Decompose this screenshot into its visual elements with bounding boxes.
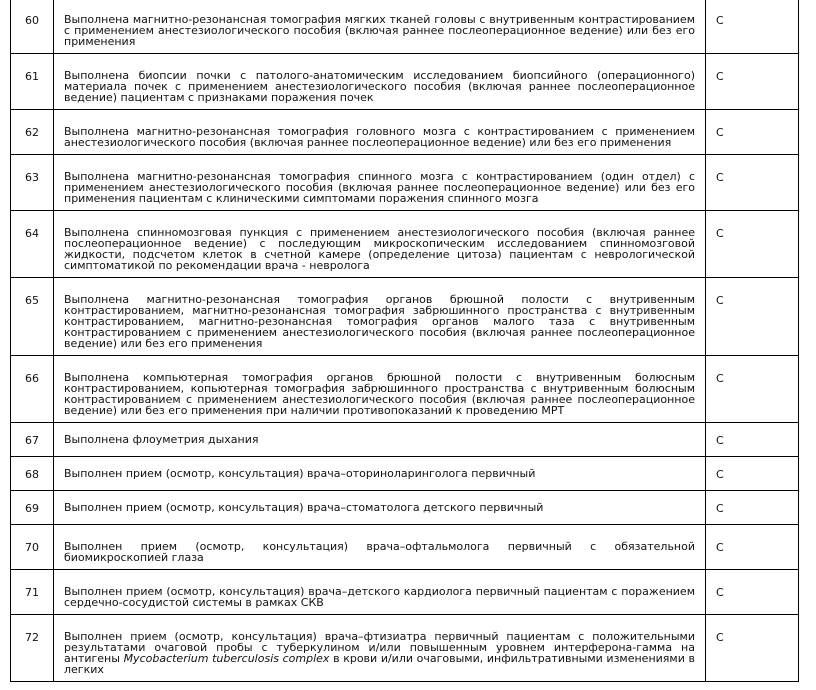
evidence-level: С [706, 615, 799, 682]
table-row [11, 155, 799, 211]
criterion-text: Выполнена биопсии почки с патолого-анатомическим исследованием биопсийного (операционного) материала почек с применением анестезиологического пособия (включая раннее послеоперационное ведение) пациентам с признаками поражения почек [54, 54, 706, 110]
table-row [11, 356, 799, 423]
organism-name: Mycobacterium tuberculosis complex [123, 652, 330, 665]
criterion-text: Выполнена флоуметрия дыхания [54, 423, 706, 457]
evidence-level: С [706, 356, 799, 423]
criterion-text: Выполнен прием (осмотр, консультация) врача–детского кардиолога первичный пациентам с поражением сердечно-сосудистой системы в рамках СКВ [54, 570, 706, 615]
criteria-table-wrapper [10, 0, 799, 682]
evidence-level: С [706, 491, 799, 525]
criterion-text: Выполнена магнитно-резонансная томография головного мозга с контрастированием с применением анестезиологического пособия (включая раннее послеоперационное ведение) или без его применения [54, 110, 706, 155]
criterion-text: Выполнена компьютерная томография органов брюшной полости с внутривенным болюсным контрастированием, копьютерная томография забрюшинного пространства с внутривенным болюсным контрастированием с применением анестезиологического пособия (включая раннее послеоперационное ведение) или без его применения при наличии противопоказаний к проведению МРТ [54, 356, 706, 423]
criterion-text-start: Выполнен прием (осмотр, консультация) врача–фтизиатра первичный пациентам с положительными результатами очаговой пробы с туберкулином и/или повышенным уровнем интерферона-гамма на антигены [64, 630, 695, 665]
criterion-text: Выполнена магнитно-резонансная томография спинного мозга с контрастированием (один отдел) с применением анестезиологического пособия (включая раннее послеоперационное ведение) или без его применения пациентам с клиническими симптомами поражения спинного мозга [54, 155, 706, 211]
evidence-level: С [706, 457, 799, 491]
row-number: 67 [11, 423, 54, 457]
table-row [11, 525, 799, 570]
evidence-level: С [706, 110, 799, 155]
criterion-text: Выполнена магнитно-резонансная томография органов брюшной полости с внутривенным контрастированием, магнитно-резонансная томография забрюшинного пространства с внутривенным контрастированием, магнитно-резонансная томография органов малого таза с внутривенным контрастированием с применением анестезиологического пособия (включая раннее послеоперационное ведение) или без его применения [54, 278, 706, 356]
criterion-text: Выполнена магнитно-резонансная томография мягких тканей головы с внутривенным контрастированием с применением анестезиологического пособия (включая раннее послеоперационное ведение) или без его применения [54, 0, 706, 54]
quality-criteria-table [10, 0, 799, 682]
evidence-level: С [706, 570, 799, 615]
table-row [11, 278, 799, 356]
evidence-level: С [706, 423, 799, 457]
criterion-text-end: в крови и/или очаговыми, инфильтративными изменениями в легких [64, 652, 695, 676]
table-row [11, 211, 799, 278]
table-row [11, 54, 799, 110]
evidence-level: С [706, 278, 799, 356]
table-row [11, 491, 799, 525]
criterion-text: Выполнен прием (осмотр, консультация) врача–офтальмолога первичный с обязательной биомикроскопией глаза [54, 525, 706, 570]
criterion-text: Выполнен прием (осмотр, консультация) врача–оториноларинголога первичный [54, 457, 706, 491]
row-number: 69 [11, 491, 54, 525]
evidence-level: С [706, 525, 799, 570]
row-number: 63 [11, 155, 54, 211]
criterion-text [54, 615, 706, 682]
evidence-level: С [706, 155, 799, 211]
row-number: 64 [11, 211, 54, 278]
row-number: 61 [11, 54, 54, 110]
table-row [11, 423, 799, 457]
table-row [11, 457, 799, 491]
row-number: 71 [11, 570, 54, 615]
row-number: 68 [11, 457, 54, 491]
row-number: 70 [11, 525, 54, 570]
evidence-level: С [706, 0, 799, 54]
table-row [11, 570, 799, 615]
row-number: 65 [11, 278, 54, 356]
evidence-level: С [706, 211, 799, 278]
criterion-text: Выполнен прием (осмотр, консультация) врача–стоматолога детского первичный [54, 491, 706, 525]
row-number: 62 [11, 110, 54, 155]
row-number: 60 [11, 0, 54, 54]
table-row [11, 110, 799, 155]
evidence-level: С [706, 54, 799, 110]
table-row [11, 615, 799, 682]
criterion-text: Выполнена спинномозговая пункция с применением анестезиологического пособия (включая раннее послеоперационное ведение) с последующим микроскопическим исследованием спинномозговой жидкости, подсчетом клеток в счетной камере (определение цитоза) пациентам с неврологической симптоматикой по рекомендации врача - невролога [54, 211, 706, 278]
row-number: 66 [11, 356, 54, 423]
table-row [11, 0, 799, 54]
row-number: 72 [11, 615, 54, 682]
